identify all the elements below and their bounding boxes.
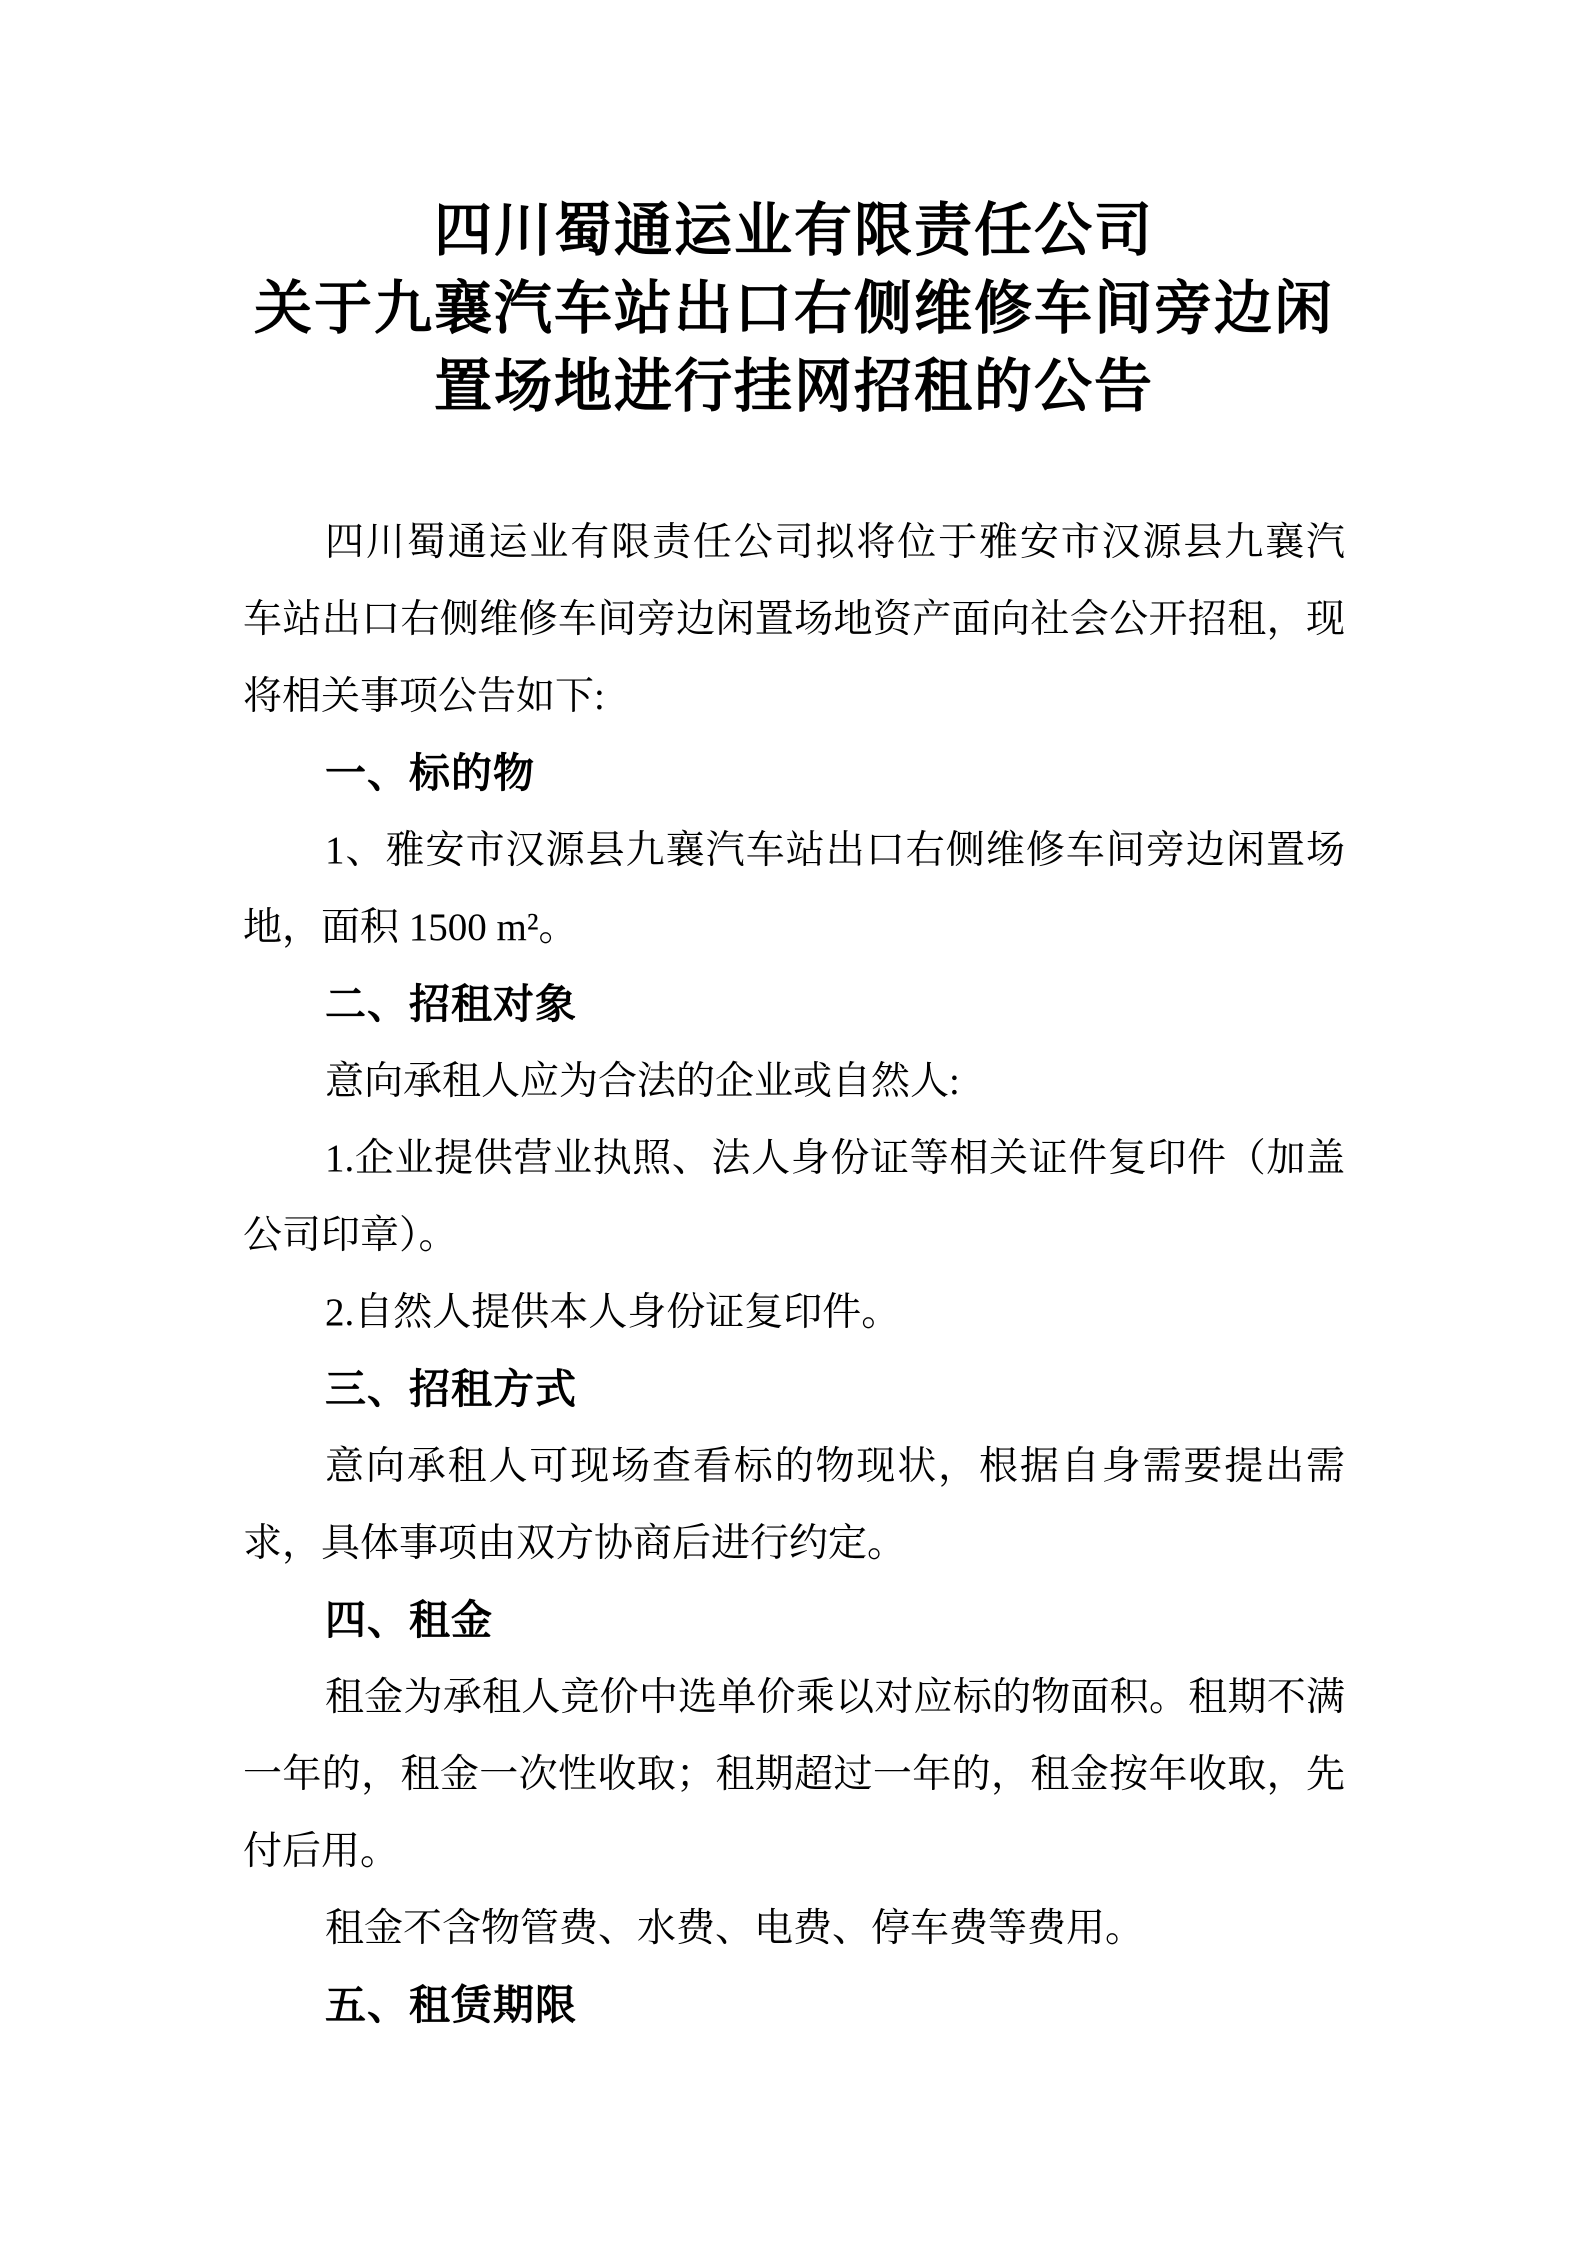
- subject-paragraph: [243, 812, 1345, 966]
- text-line: 意向承租人应为合法的企业或自然人:: [325, 1060, 960, 1103]
- text-line: 求，具体事项由双方协商后进行约定。: [243, 1522, 907, 1565]
- heading-line: 五、租赁期限: [325, 1982, 577, 2028]
- tenant-eligibility-paragraph: [243, 1043, 1345, 1120]
- text-line: 意向承租人可现场查看标的物现状，根据自身需要提出需: [325, 1445, 1345, 1488]
- text-line: 车站出口右侧维修车间旁边闲置场地资产面向社会公开招租，现: [243, 598, 1345, 641]
- enterprise-docs-paragraph: [243, 1120, 1345, 1274]
- text-line: 付后用。: [243, 1830, 400, 1873]
- text-line: 将相关事项公告如下:: [243, 675, 605, 718]
- section-2-heading: [243, 966, 1345, 1043]
- individual-docs-paragraph: [243, 1274, 1345, 1351]
- text-line: 公司印章）。: [243, 1214, 458, 1257]
- heading-line: 三、招租方式: [325, 1366, 577, 1412]
- rent-excludes-paragraph: [243, 1890, 1345, 1967]
- intro-paragraph: [243, 504, 1345, 735]
- section-5-heading: [243, 1967, 1345, 2044]
- leasing-method-paragraph: [243, 1428, 1345, 1582]
- heading-line: 二、招租对象: [325, 981, 577, 1027]
- text-line: 租金不含物管费、水费、电费、停车费等费用。: [325, 1907, 1145, 1950]
- heading-line: 四、租金: [325, 1597, 493, 1643]
- text-line: 四川蜀通运业有限责任公司拟将位于雅安市汉源县九襄汽: [325, 521, 1345, 564]
- section-4-heading: [243, 1582, 1345, 1659]
- title-line-1: 四川蜀通运业有限责任公司: [433, 198, 1154, 263]
- text-line: 一年的，租金一次性收取；租期超过一年的，租金按年收取，先: [243, 1753, 1345, 1796]
- text-line: 1、雅安市汉源县九襄汽车站出口右侧维修车间旁边闲置场: [325, 829, 1345, 872]
- title-line-2: 关于九襄汽车站出口右侧维修车间旁边闲: [253, 276, 1334, 341]
- text-line: 地，面积 1500 m²。: [243, 906, 578, 949]
- heading-line: 一、标的物: [325, 750, 535, 796]
- section-1-heading: [243, 735, 1345, 812]
- rent-paragraph: [243, 1659, 1345, 1890]
- document-content: [243, 192, 1345, 2044]
- document-body: [243, 504, 1345, 2044]
- text-line: 租金为承租人竞价中选单价乘以对应标的物面积。租期不满: [325, 1676, 1345, 1719]
- document-title: [243, 192, 1345, 426]
- text-line: 1.企业提供营业执照、法人身份证等相关证件复印件（加盖: [325, 1137, 1345, 1180]
- section-3-heading: [243, 1351, 1345, 1428]
- title-line-3: 置场地进行挂网招租的公告: [433, 354, 1154, 419]
- text-line: 2.自然人提供本人身份证复印件。: [325, 1291, 901, 1334]
